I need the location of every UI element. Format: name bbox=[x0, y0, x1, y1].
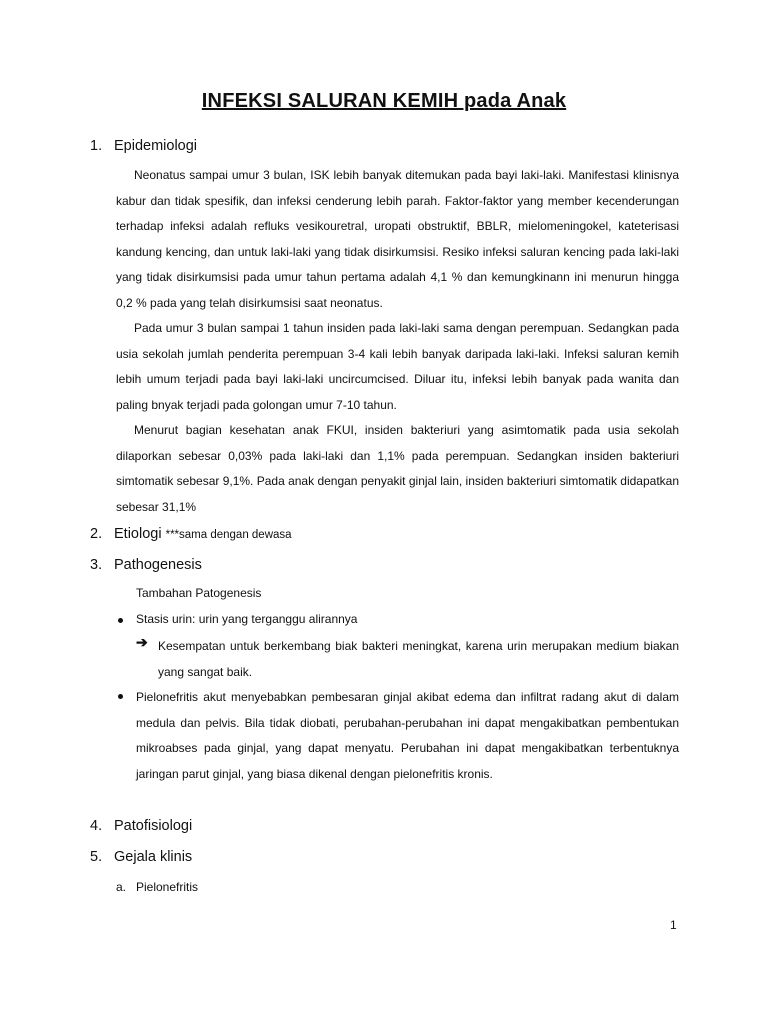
section-heading-gejala-klinis bbox=[90, 849, 192, 865]
arrow-item-kesempatan: Kesempatan untuk berkembang biak bakteri meningkat, karena urin merupakan medium biakan yang sangat baik. bbox=[158, 639, 679, 679]
subsection-title: Tambahan Patogenesis bbox=[136, 586, 262, 600]
bullet-icon bbox=[118, 618, 123, 623]
list-item-pielonefritis: Pielonefritis bbox=[136, 880, 199, 894]
paragraph-text: Menurut bagian kesehatan anak FKUI, insiden bakteriuri yang asimtomatik pada usia sekolah dilaporkan sebesar 0,03% pada laki-laki dan 1,1% pada perempuan. Sedangkan insiden bakteriuri simtomatik sebesar 9,1%. Pada anak dengan penyakit ginjal lain, insiden bakteriuri simtomatik didapatkan sebesar 31,1% bbox=[116, 423, 679, 514]
bullet-item-pielonefritis: Pielonefritis akut menyebabkan pembesaran ginjal akibat edema dan infiltrat radang akut di dalam medula dan pelvis. Bila tidak diobati, perubahan-perubahan ini dapat mengakibatkan pembentukan mikroabses pada ginjal, yang dapat menyatu. Perubahan ini dapat mengakibatkan terbentuknya jaringan parut ginjal, yang biasa dikenal dengan pielonefritis kronis. bbox=[136, 690, 679, 781]
section-heading-patofisiologi bbox=[90, 818, 192, 834]
paragraph-epidemiologi-2 bbox=[116, 316, 679, 418]
paragraph-epidemiologi-3 bbox=[116, 418, 679, 520]
section-number: 4. bbox=[90, 818, 103, 834]
paragraph-text: Pada umur 3 bulan sampai 1 tahun insiden pada laki-laki sama dengan perempuan. Sedangkan pada usia sekolah jumlah penderita perempuan 3-4 kali lebih banyak daripada laki-laki. Infeksi saluran kemih lebih umum terjadi pada bayi laki-laki uncircumcised. Diluar itu, infeksi lebih banyak pada wanita dan paling bnyak terjadi pada golongan umur 7-10 tahun. bbox=[116, 321, 679, 412]
page-number: 1 bbox=[670, 918, 677, 932]
section-label: Patofisiologi bbox=[114, 818, 193, 834]
section-label: Epidemiologi bbox=[114, 138, 198, 154]
bullet-item-stasis: Stasis urin: urin yang terganggu alirannya bbox=[136, 612, 358, 626]
section-note: ***sama dengan dewasa bbox=[165, 529, 292, 541]
paragraph-epidemiologi-1 bbox=[116, 163, 679, 316]
bullet-icon bbox=[118, 694, 123, 699]
section-label: Etiologi bbox=[114, 526, 162, 542]
section-heading-epidemiologi bbox=[90, 138, 197, 154]
arrow-right-icon: ➔ bbox=[136, 634, 148, 650]
section-number: 2. bbox=[90, 526, 103, 542]
section-number: 5. bbox=[90, 849, 103, 865]
page-title: INFEKSI SALURAN KEMIH pada Anak bbox=[201, 90, 567, 112]
section-heading-etiologi bbox=[90, 526, 292, 542]
section-heading-pathogenesis bbox=[90, 557, 202, 573]
section-number: 1. bbox=[90, 138, 103, 154]
section-label: Gejala klinis bbox=[114, 849, 193, 865]
list-marker: a. bbox=[116, 880, 127, 894]
paragraph-text: Neonatus sampai umur 3 bulan, ISK lebih banyak ditemukan pada bayi laki-laki. Manifestasi klinisnya kabur dan tidak spesifik, dan infeksi cenderung lebih parah. Faktor-faktor yang member kecenderungan terhadap infeksi adalah refluks vesikouretral, uropati obstruktif, BBLR, mielomeningokel, kateterisasi kandung kencing, dan untuk laki-laki yang tidak disirkumsisi. Resiko infeksi saluran kencing pada laki-laki yang tidak disirkumsisi pada umur tahun pertama adalah 4,1 % dan kemungkinann ini menurun hingga 0,2 % pada yang telah disirkumsisi saat neonatus. bbox=[116, 168, 679, 310]
section-label: Pathogenesis bbox=[114, 557, 202, 573]
section-number: 3. bbox=[90, 557, 103, 573]
